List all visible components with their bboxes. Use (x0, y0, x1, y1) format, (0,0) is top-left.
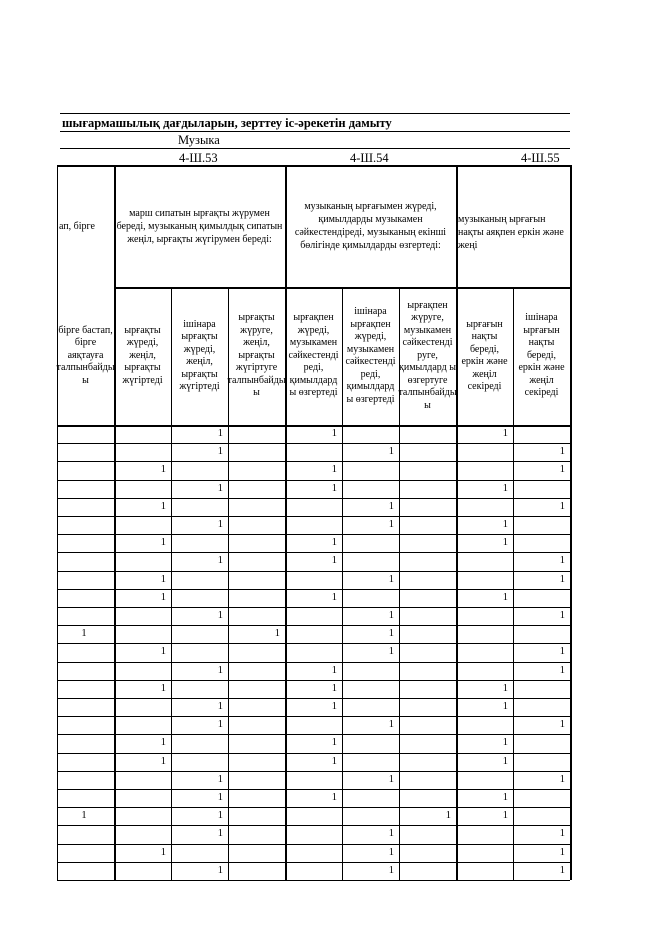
group-header-text: марш сипатын ырғақты жүрумен береді, музыканың қимылдық сипатын жеңіл, ырғақты жүгірумен береді: (116, 207, 283, 245)
column-header-text: ішінара ырғағын нақты береді, еркін және жеңіл секіреді (518, 312, 565, 399)
table-cell: 1 (502, 792, 508, 803)
table-cell: 1 (160, 646, 166, 658)
row-border (57, 716, 570, 717)
column-header-3 (173, 289, 226, 423)
code-4-sh-53: 4-Ш.53 (179, 151, 218, 165)
table-cell: 1 (388, 573, 394, 585)
column-border (57, 165, 58, 880)
row-border (57, 789, 570, 790)
table-cell: 1 (160, 500, 166, 512)
row-border (57, 589, 570, 590)
row-border (57, 825, 570, 826)
group-header-3 (287, 167, 454, 285)
table-cell: 1 (217, 664, 223, 676)
column-border (570, 165, 572, 880)
table-cell: 1 (502, 482, 508, 494)
table-cell: 1 (388, 628, 394, 640)
table-cell: 1 (388, 610, 394, 621)
column-header-bottom-border (57, 425, 570, 427)
table-cell: 1 (217, 701, 223, 712)
table-cell: 1 (217, 610, 223, 621)
table-cell: 1 (559, 828, 565, 840)
table-cell: 1 (502, 591, 508, 603)
table-cell: 1 (217, 428, 223, 439)
row-border (57, 443, 570, 444)
table-cell: 1 (331, 737, 337, 749)
column-border (171, 287, 172, 880)
column-header-text: ырғақты жүреді, жеңіл, ырғақты жүгіртеді (122, 324, 163, 386)
table-cell: 1 (217, 810, 223, 822)
row-border (57, 698, 570, 699)
table-cell: 1 (559, 773, 565, 785)
table-cell: 1 (388, 828, 394, 840)
subject-label: Музыка (178, 133, 220, 147)
table-cell: 1 (331, 682, 337, 694)
column-header-4 (227, 289, 286, 423)
column-header-6 (344, 289, 397, 423)
table-cell: 1 (217, 555, 223, 567)
table-cell: 1 (388, 519, 394, 530)
column-header-text: ырғақпен жүруге, музыкамен сәйкестенді руге, қимылдард ы өзгертуге талпынбайды ы (398, 299, 457, 411)
page-title: шығармашылық дағдыларын, зерттеу іс-әрекетін дамыту (62, 116, 392, 130)
column-header-text: ырғақпен жүреді, музыкамен сәйкестенді реді, қимылдард ы өзгертеді (288, 312, 339, 399)
row-border (57, 807, 570, 808)
column-header-1 (56, 289, 115, 423)
row-border (57, 516, 570, 517)
table-cell: 1 (160, 682, 166, 694)
table-cell: 1 (388, 846, 394, 858)
table-cell: 1 (559, 573, 565, 585)
column-header-5 (287, 289, 340, 423)
code-4-sh-54: 4-Ш.54 (350, 151, 389, 165)
table-cell: 1 (502, 755, 508, 767)
row-border (57, 844, 570, 845)
table-cell: 1 (331, 555, 337, 567)
table-cell: 1 (217, 828, 223, 840)
table-cell: 1 (331, 664, 337, 676)
table-cell: 1 (502, 537, 508, 549)
row-border (57, 880, 570, 881)
table-cell: 1 (217, 864, 223, 876)
row-border (57, 643, 570, 644)
title-rule (60, 131, 570, 132)
table-cell: 1 (559, 610, 565, 621)
table-cell: 1 (502, 701, 508, 712)
row-border (57, 734, 570, 735)
table-cell: 1 (559, 646, 565, 658)
row-border (57, 771, 570, 772)
table-cell: 1 (559, 500, 565, 512)
row-border (57, 461, 570, 462)
table-cell: 1 (160, 755, 166, 767)
column-header-text: ішінара ырғақпен жүреді, музыкамен сәйкестенді реді, қимылдард ы өзгертеді (345, 306, 396, 405)
table-cell: 1 (160, 846, 166, 858)
table-cell: 1 (331, 755, 337, 767)
row-border (57, 480, 570, 481)
column-header-8 (458, 289, 511, 423)
table-cell: 1 (388, 446, 394, 458)
table-cell: 1 (331, 464, 337, 476)
table-cell: 1 (217, 792, 223, 803)
table-cell: 1 (388, 719, 394, 731)
group-header-2 (116, 167, 283, 285)
table-cell: 1 (559, 719, 565, 731)
table-cell: 1 (160, 737, 166, 749)
column-header-text: ырғағын нақты береді, еркін және жеңіл секіреді (461, 318, 508, 392)
table-cell: 1 (502, 737, 508, 749)
column-header-9 (515, 289, 568, 423)
table-cell: 1 (559, 555, 565, 567)
column-header-2 (116, 289, 169, 423)
table-cell: 1 (217, 719, 223, 731)
column-header-text: бірге бастап, бірге аяқтауға талпынбайды ы (56, 324, 115, 386)
table-cell: 1 (559, 464, 565, 476)
table-cell: 1 (331, 428, 337, 439)
row-border (57, 552, 570, 553)
table-cell: 1 (217, 519, 223, 530)
row-border (57, 498, 570, 499)
table-cell: 1 (217, 482, 223, 494)
top-rule (60, 113, 570, 114)
table-cell: 1 (217, 773, 223, 785)
column-border (342, 287, 343, 880)
code-4-sh-55: 4-Ш.55 (521, 151, 560, 165)
table-cell: 1 (502, 810, 508, 822)
table-cell: 1 (559, 664, 565, 676)
group-header-text: ап, бірге (59, 220, 95, 232)
column-border (513, 287, 514, 880)
subject-rule (60, 148, 570, 149)
row-border (57, 625, 570, 626)
table-cell: 1 (217, 446, 223, 458)
table-cell: 1 (81, 628, 87, 640)
table-cell: 1 (502, 519, 508, 530)
group-header-1 (59, 167, 112, 285)
table-cell: 1 (388, 500, 394, 512)
table-cell: 1 (331, 482, 337, 494)
table-cell: 1 (559, 446, 565, 458)
table-cell: 1 (388, 646, 394, 658)
row-border (57, 753, 570, 754)
table-cell: 1 (445, 810, 451, 822)
row-border (57, 680, 570, 681)
table-cell: 1 (559, 864, 565, 876)
table-cell: 1 (274, 628, 280, 640)
table-cell: 1 (331, 701, 337, 712)
row-border (57, 534, 570, 535)
row-border (57, 862, 570, 863)
table-cell: 1 (559, 846, 565, 858)
table-cell: 1 (502, 428, 508, 439)
table-cell: 1 (160, 464, 166, 476)
column-header-7 (398, 289, 457, 423)
table-cell: 1 (160, 591, 166, 603)
table-cell: 1 (160, 537, 166, 549)
row-border (57, 607, 570, 608)
row-border (57, 571, 570, 572)
row-border (57, 662, 570, 663)
table-cell: 1 (388, 864, 394, 876)
table-cell: 1 (160, 573, 166, 585)
column-header-text: ырғақты жүруге, жеңіл, ырғақты жүгіртуге талпынбайды ы (227, 312, 286, 399)
table-cell: 1 (502, 682, 508, 694)
group-header-text: музыканың ырғағын нақты аяқпен еркін және жеңі (458, 214, 564, 251)
column-header-text: ішінара ырғақты жүреді, жеңіл, ырғақты жүгіртеді (179, 318, 220, 392)
group-header-text: музыканың ырғағымен жүреді, қимылдарды музыкамен сәйкестендіреді, музыканың екінші бөлігінде қимылдарды өзгертеді: (294, 201, 447, 251)
table-cell: 1 (81, 810, 87, 822)
table-cell: 1 (331, 537, 337, 549)
table-cell: 1 (388, 773, 394, 785)
table-cell: 1 (331, 792, 337, 803)
table-cell: 1 (331, 591, 337, 603)
